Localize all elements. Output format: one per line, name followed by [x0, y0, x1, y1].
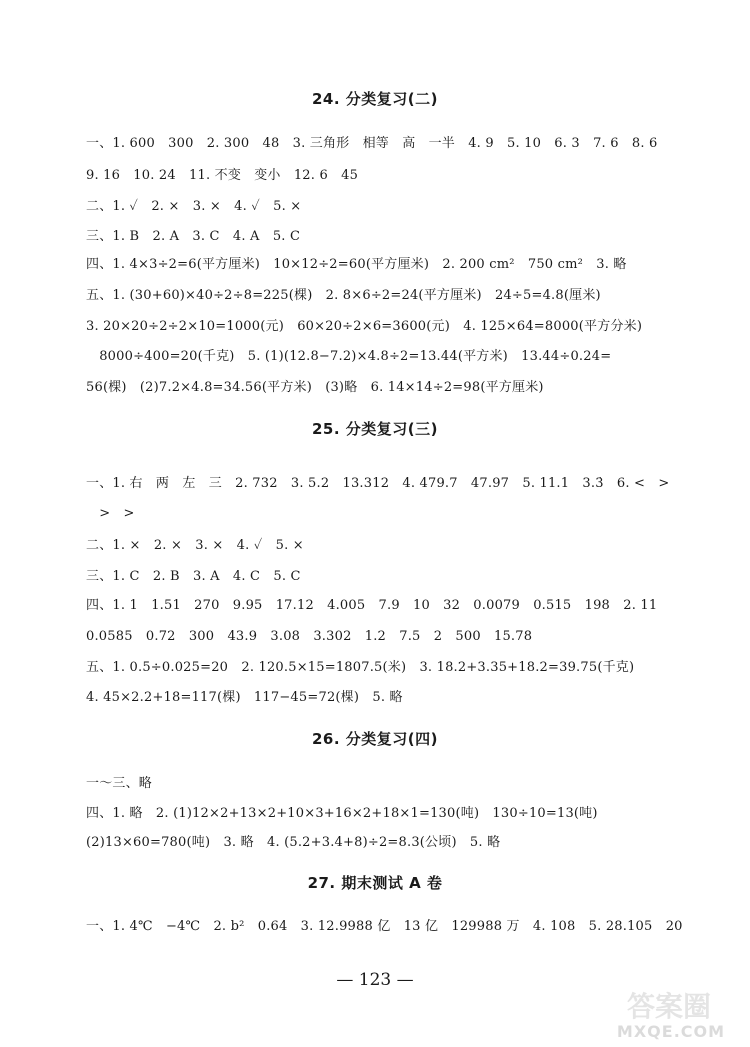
answer-line: 三、1. B 2. A 3. C 4. A 5. C — [86, 229, 301, 244]
answer-line: 一、1. 右 两 左 三 2. 732 3. 5.2 13.312 4. 479.7 47.97 5. 11.1 3.3̇ 6. < > — [86, 476, 670, 491]
section-title-25: 25. 分类复习(三) — [311, 420, 438, 438]
answer-line: > > — [86, 506, 135, 521]
watermark-title: 答案圈 — [626, 990, 711, 1023]
answer-line: 一、1. 4℃ −4℃ 2. b² 0.64 3. 12.9988 亿 13 亿 129988 万 4. 108 5. 28.105 20 — [86, 919, 683, 934]
answer-line: 4. 45×2.2+18=117(棵) 117−45=72(棵) 5. 略 — [86, 690, 403, 705]
answer-line: 56(棵) (2)7.2×4.8=34.56(平方米) (3)略 6. 14×14÷2=98(平方厘米) — [86, 380, 544, 395]
section-title-26: 26. 分类复习(四) — [311, 730, 438, 748]
answer-line: 一～三、略 — [86, 776, 153, 791]
answer-line: 五、1. 0.5÷0.025=20 2. 120.5×15=1807.5(米) 3. 18.2+3.35+18.2=39.75(千克) — [86, 660, 635, 675]
answer-line: 一、1. 600 300 2. 300 48 3. 三角形 相等 高 一半 4. 9 5. 10 6. 3 7. 6 8. 6 — [86, 136, 658, 151]
section-title-27: 27. 期末测试 A 卷 — [307, 874, 443, 892]
answer-line: 五、1. (30+60)×40÷2÷8=225(棵) 2. 8×6÷2=24(平方厘米) 24÷5=4.8(厘米) — [86, 288, 601, 303]
answer-line: 四、1. 略 2. (1)12×2+13×2+10×3+16×2+18×1=130(吨) 130÷10=13(吨) — [86, 806, 598, 821]
watermark-logo — [606, 985, 736, 1041]
answer-line: 9. 16 10. 24 11. 不变 变小 12. 6 45 — [86, 168, 359, 183]
answer-line: (2)13×60=780(吨) 3. 略 4. (5.2+3.4+8)÷2=8.3(公顷) 5. 略 — [86, 835, 501, 850]
answer-line: 二、1. ✓ 2. × 3. × 4. ✓ 5. × — [86, 199, 302, 214]
answer-line: 四、1. 1 1.51 270 9.95 17.12 4.005 7.9 10 32 0.0079 0.515 198 2. 11 — [86, 598, 658, 613]
section-title-24: 24. 分类复习(二) — [311, 90, 438, 108]
answer-line: 8000÷400=20(千克) 5. (1)(12.8−7.2)×4.8÷2=13.44(平方米) 13.44÷0.24= — [86, 349, 612, 364]
page-number: — 123 — — [336, 970, 414, 990]
answer-line: 三、1. C 2. B 3. A 4. C 5. C — [86, 569, 301, 584]
answer-line: 二、1. × 2. × 3. × 4. ✓ 5. × — [86, 538, 304, 553]
answer-line: 3. 20×20÷2÷2×10=1000(元) 60×20÷2×6=3600(元) 4. 125×64=8000(平方分米) — [86, 319, 643, 334]
watermark-url: MXQE.COM — [616, 1022, 726, 1041]
answer-line: 四、1. 4×3÷2=6(平方厘米) 10×12÷2=60(平方厘米) 2. 200 cm² 750 cm² 3. 略 — [86, 257, 627, 272]
answer-line: 0.0585 0.72 300 43.9 3.08 3.302 1.2 7.5 2 500 15.78 — [86, 629, 533, 644]
